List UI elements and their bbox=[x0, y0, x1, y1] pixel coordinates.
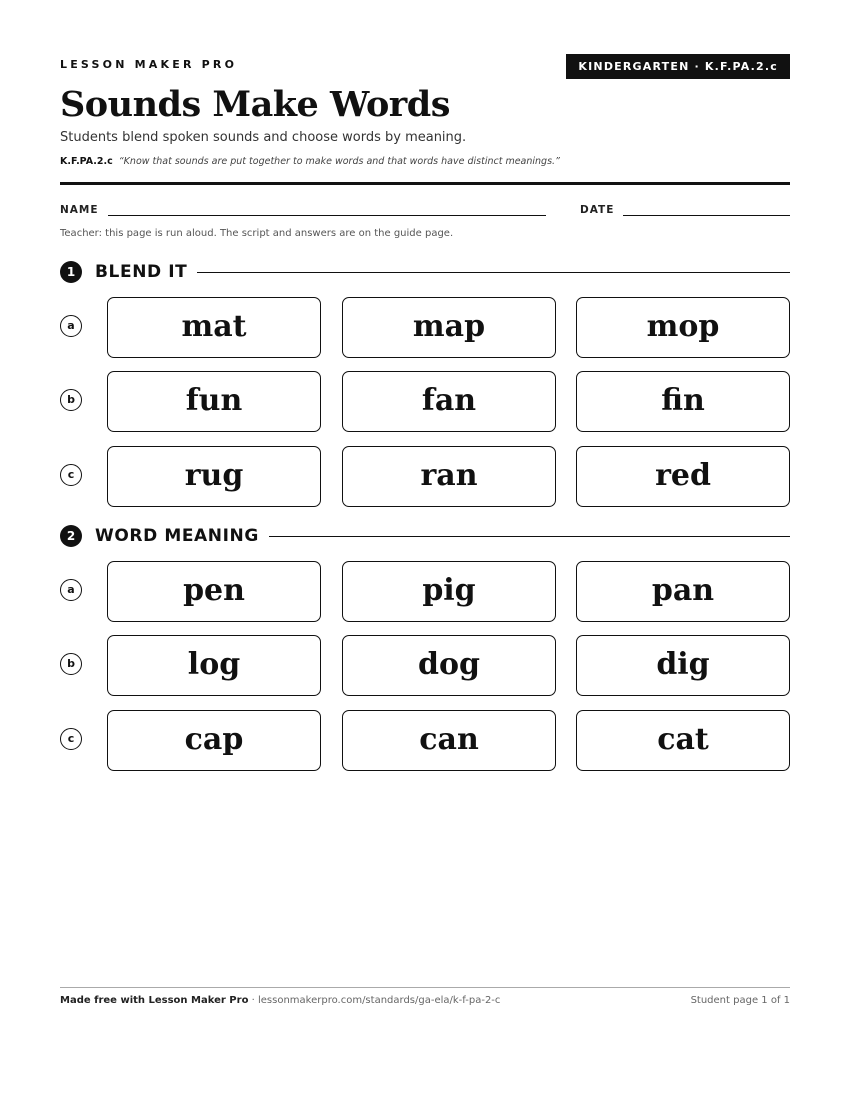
footer-page-info: Student page 1 of 1 bbox=[690, 995, 790, 1006]
question-row bbox=[60, 297, 790, 358]
row-letter-badge: c bbox=[60, 728, 82, 750]
row-letter-badge: a bbox=[60, 579, 82, 601]
row-letter-badge: b bbox=[60, 389, 82, 411]
word-choice-card[interactable]: mop bbox=[576, 297, 790, 358]
word-choice-card[interactable]: can bbox=[342, 710, 556, 771]
footer-made-with: Made free with Lesson Maker Pro bbox=[60, 995, 249, 1006]
word-choice-card[interactable]: ran bbox=[342, 446, 556, 507]
question-row bbox=[60, 561, 790, 622]
brand-name: LESSON MAKER PRO bbox=[60, 58, 238, 71]
grade-standard-badge: KINDERGARTEN · K.F.PA.2.c bbox=[566, 54, 790, 79]
word-choice-card[interactable]: pig bbox=[342, 561, 556, 622]
date-label: DATE bbox=[580, 204, 615, 216]
question-row bbox=[60, 710, 790, 771]
worksheet-page bbox=[60, 0, 790, 1100]
word-choice-card[interactable]: cap bbox=[107, 710, 321, 771]
word-choice-card[interactable]: pen bbox=[107, 561, 321, 622]
word-choice-card[interactable]: pan bbox=[576, 561, 790, 622]
name-label: NAME bbox=[60, 204, 99, 216]
standard-quote: “Know that sounds are put together to make words and that words have distinct meanings.” bbox=[118, 156, 560, 167]
word-choice-card[interactable]: fin bbox=[576, 371, 790, 432]
word-choice-card[interactable]: map bbox=[342, 297, 556, 358]
row-letter-badge: a bbox=[60, 315, 82, 337]
section-title: BLEND IT bbox=[95, 261, 197, 283]
section-rule bbox=[95, 272, 790, 273]
question-row bbox=[60, 446, 790, 507]
name-field[interactable] bbox=[108, 215, 546, 216]
footer-divider bbox=[60, 987, 790, 988]
row-letter-badge: c bbox=[60, 464, 82, 486]
word-choice-card[interactable]: fan bbox=[342, 371, 556, 432]
word-choice-card[interactable]: fun bbox=[107, 371, 321, 432]
section-blend-it bbox=[60, 260, 790, 284]
page-title: Sounds Make Words bbox=[60, 84, 450, 125]
header-divider bbox=[60, 182, 790, 185]
word-choice-card[interactable]: rug bbox=[107, 446, 321, 507]
standard-code: K.F.PA.2.c bbox=[60, 156, 113, 167]
word-choice-card[interactable]: cat bbox=[576, 710, 790, 771]
word-choice-card[interactable]: dig bbox=[576, 635, 790, 696]
standard-description bbox=[60, 156, 560, 167]
date-field[interactable] bbox=[623, 215, 790, 216]
word-choice-card[interactable]: dog bbox=[342, 635, 556, 696]
question-row bbox=[60, 635, 790, 696]
word-choice-card[interactable]: mat bbox=[107, 297, 321, 358]
page-subtitle: Students blend spoken sounds and choose words by meaning. bbox=[60, 130, 467, 145]
row-letter-badge: b bbox=[60, 653, 82, 675]
word-choice-card[interactable]: log bbox=[107, 635, 321, 696]
section-number-badge: 2 bbox=[60, 525, 82, 547]
footer-url[interactable]: · lessonmakerpro.com/standards/ga-ela/k-f-pa-2-c bbox=[248, 995, 501, 1006]
section-number-badge: 1 bbox=[60, 261, 82, 283]
word-choice-card[interactable]: red bbox=[576, 446, 790, 507]
footer-credit bbox=[60, 995, 500, 1006]
section-title: WORD MEANING bbox=[95, 525, 269, 547]
question-row bbox=[60, 371, 790, 432]
teacher-note: Teacher: this page is run aloud. The script and answers are on the guide page. bbox=[60, 228, 454, 239]
section-word-meaning bbox=[60, 524, 790, 548]
